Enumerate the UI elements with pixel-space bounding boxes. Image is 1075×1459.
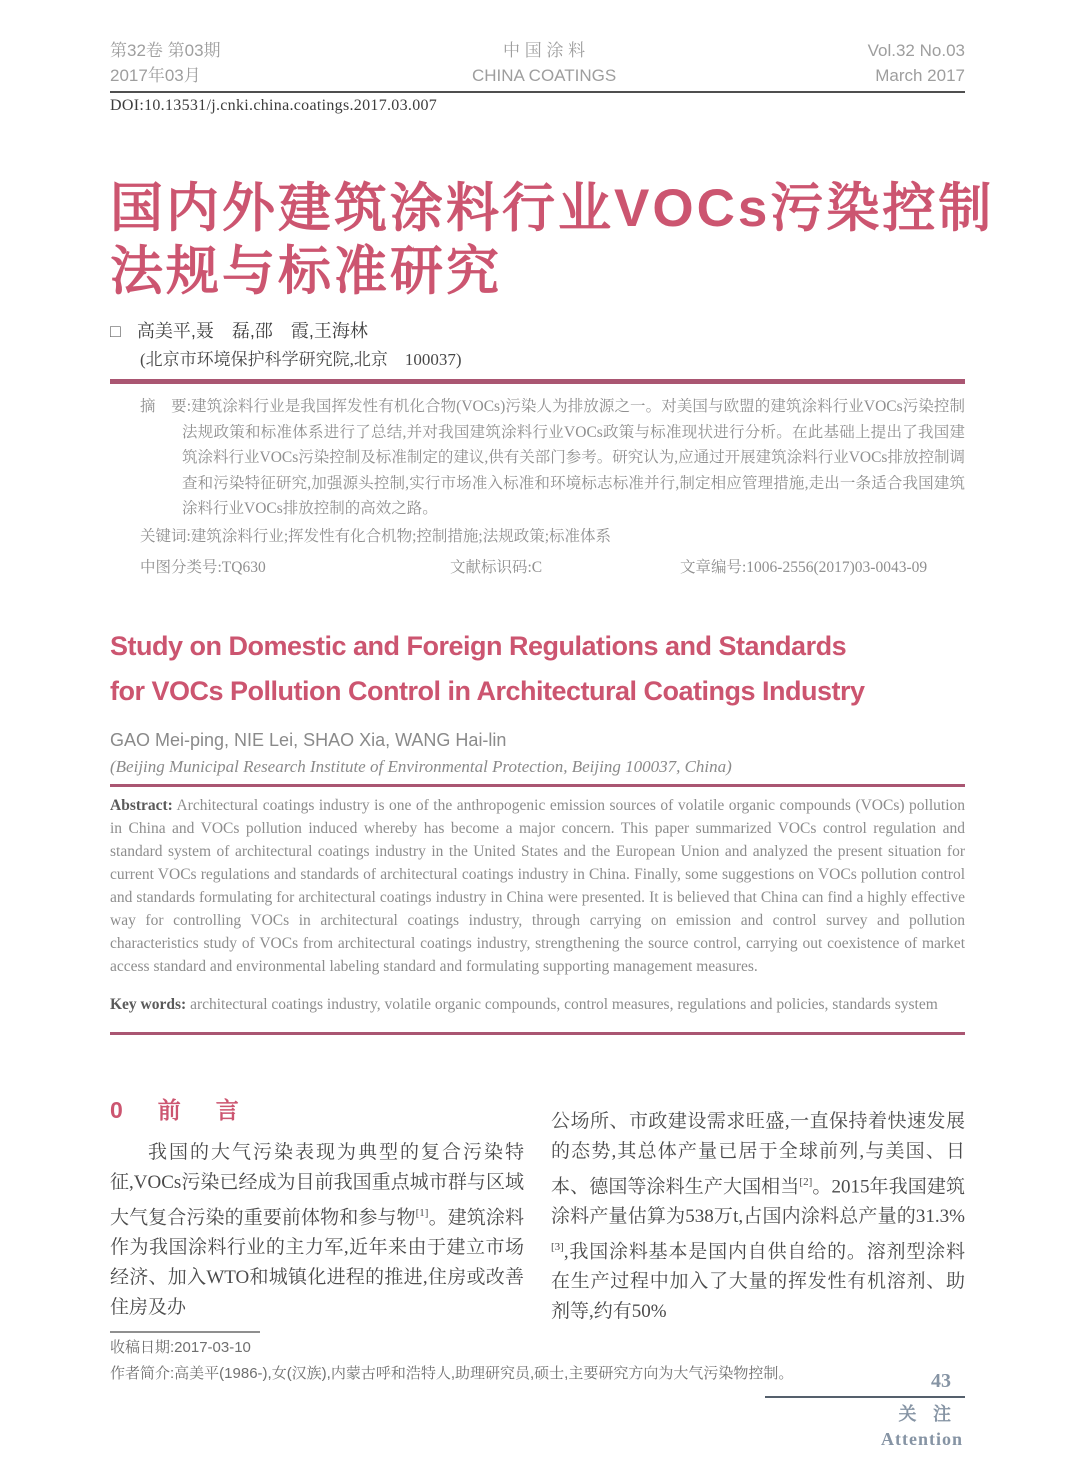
authors-en: GAO Mei-ping, NIE Lei, SHAO Xia, WANG Hai-lin: [110, 729, 507, 750]
affiliation-en: (Beijing Municipal Research Institute of Environmental Protection, Beijing 100037, China): [110, 756, 732, 776]
journal-header: [110, 38, 965, 88]
abstract-cn-label: 摘 要:: [140, 398, 192, 415]
document-code: 文献标识码:C: [450, 558, 543, 576]
page-number-divider: [765, 1396, 965, 1398]
date-en: March 2017: [875, 66, 965, 85]
date-cn: 2017年03月: [110, 66, 201, 85]
keywords-cn-label: 关键词:: [140, 527, 191, 545]
article-title-cn-line1: 国内外建筑涂料行业VOCs污染控制: [110, 179, 995, 238]
body-columns: [110, 1095, 965, 1328]
keywords-en-label: Key words:: [110, 996, 187, 1013]
article-title-cn-line2: 法规与标准研究: [110, 242, 502, 301]
author-marker-icon: □: [110, 321, 121, 341]
body-right-text-1: 公场所、市政建设需求旺盛,一直保持着快速发展的态势,其总体产量已居于全球前列,与美国、日本、德国等涂料生产大国相当: [551, 1110, 965, 1197]
abstract-en-bottom-divider: [110, 1032, 965, 1035]
body-right-text-3: ,我国涂料基本是国内自供自给的。溶剂型涂料在生产过程中加入了大量的挥发性有机溶剂、助剂等,约有50%: [551, 1241, 965, 1323]
classification-row: [140, 555, 965, 580]
article-title-cn: [110, 177, 995, 303]
body-paragraph-right: [551, 1107, 965, 1328]
body-paragraph-left: [110, 1138, 524, 1323]
header-divider: [110, 91, 965, 93]
abstract-cn-text: 建筑涂料行业是我国挥发性有机化合物(VOCs)污染人为排放源之一。对美国与欧盟的建筑涂料行业VOCs污染控制法规政策和标准体系进行了总结,并对我国建筑涂料行业VOCs政策与标准现状进行分析。在此基础上提出了我国建筑涂料行业VOCs污染控制及标准制定的建议,供有关部门参考。研究认为,应通过开展建筑涂料行业VOCs排放控制调查和污染特征研究,加强源头控制,实行市场准入标准和环境标志标准并行,制定相应管理措施,走出一条适合我国建筑涂料行业VOCs排放控制的高效之路。: [182, 398, 965, 517]
keywords-en-text: architectural coatings industry, volatile organic compounds, control measures, regulations and policies, standards system: [186, 996, 938, 1013]
journal-name: [472, 38, 616, 88]
abstract-top-divider: [110, 379, 965, 384]
column-name-cn: 关 注: [898, 1404, 957, 1424]
body-column-right: [551, 1095, 965, 1328]
volume-issue-en: Vol.32 No.03: [867, 41, 965, 60]
article-id: 文章编号:1006-2556(2017)03-0043-09: [680, 558, 928, 576]
authors-cn: [110, 319, 965, 343]
article-title-en-line1: Study on Domestic and Foreign Regulations and Standards: [110, 630, 847, 661]
section-0-heading: 0 前 言: [110, 1096, 245, 1123]
body-left-text-2: 。建筑涂料作为我国涂料行业的主力军,近年来由于建立市场经济、加入WTO和城镇化进程的推进,住房或改善住房及办: [110, 1206, 524, 1318]
journal-issue-info: [110, 38, 221, 88]
page-corner: [765, 1368, 965, 1450]
abstract-en-label: Abstract:: [110, 796, 173, 814]
author-bio: 作者简介:高美平(1986-),女(汉族),内蒙古呼和浩特人,助理研究员,硕士,主要研究方向为大气污染物控制。: [110, 1365, 794, 1383]
reference-marker-1: [1]: [415, 1206, 429, 1219]
reference-marker-2: [2]: [799, 1175, 813, 1188]
volume-issue-cn: 第32卷 第03期: [110, 41, 221, 60]
received-date: 收稿日期:2017-03-10: [110, 1339, 251, 1357]
body-right-text-2: 。2015年我国建筑涂料产量估算为538万t,占国内涂料总产量的31.3%: [551, 1175, 965, 1227]
body-left-text-1: 我国的大气污染表现为典型的复合污染特征,VOCs污染已经成为目前我国重点城市群与区域大气复合污染的重要前体物和参与物: [110, 1141, 524, 1228]
abstract-en: [110, 794, 965, 978]
clc-number: 中图分类号:TQ630: [140, 558, 266, 576]
journal-issue-info-en: [868, 38, 965, 88]
footnote-divider: [110, 1331, 260, 1333]
keywords-en: [110, 993, 965, 1016]
journal-name-en: CHINA COATINGS: [471, 66, 617, 85]
abstract-en-text: Architectural coatings industry is one of the anthropogenic emission sources of volatile organic compounds (VOCs) pollution in China and VOCs pollution induced whereby has become a major concern. This paper summarized VOCs control regulation and standard system of architectural coatings industry in the United States and the European Union and analyzed the present situation for current VOCs regulations and standards of architectural coatings industry in China. Finally, some suggestions on VOCs pollution control and standards formulating for architectural coatings industry in China were presented. It is believed that China can find a highly effective way for controlling VOCs in architectural coatings industry, through carrying on emission and control survey and pollution characteristics study of VOCs from architectural coatings industry, strengthening the source control, carrying out coexistence of market access standard and environmental labeling standard and formulating supporting management measures.: [110, 796, 965, 975]
article-title-en: [110, 624, 965, 714]
keywords-cn-text: 建筑涂料行业;挥发性有化合机物;控制措施;法规政策;标准体系: [190, 527, 612, 545]
journal-name-cn: 中 国 涂 料: [503, 41, 586, 60]
affiliation-cn: (北京市环境保护科学研究院,北京 100037): [140, 350, 462, 369]
article-title-en-line2: for VOCs Pollution Control in Architectural Coatings Industry: [110, 675, 865, 706]
body-column-left: [110, 1095, 524, 1328]
abstract-en-top-divider: [110, 784, 965, 787]
doi-line: DOI:10.13531/j.cnki.china.coatings.2017.03.007: [110, 97, 438, 114]
author-names-cn: 高美平,聂 磊,邵 霞,王海林: [136, 321, 368, 341]
column-name-en: Attention: [881, 1429, 963, 1449]
abstract-cn: [140, 394, 965, 522]
keywords-cn: [140, 524, 965, 549]
reference-marker-3: [3]: [551, 1240, 564, 1253]
page-number: 43: [931, 1370, 951, 1392]
